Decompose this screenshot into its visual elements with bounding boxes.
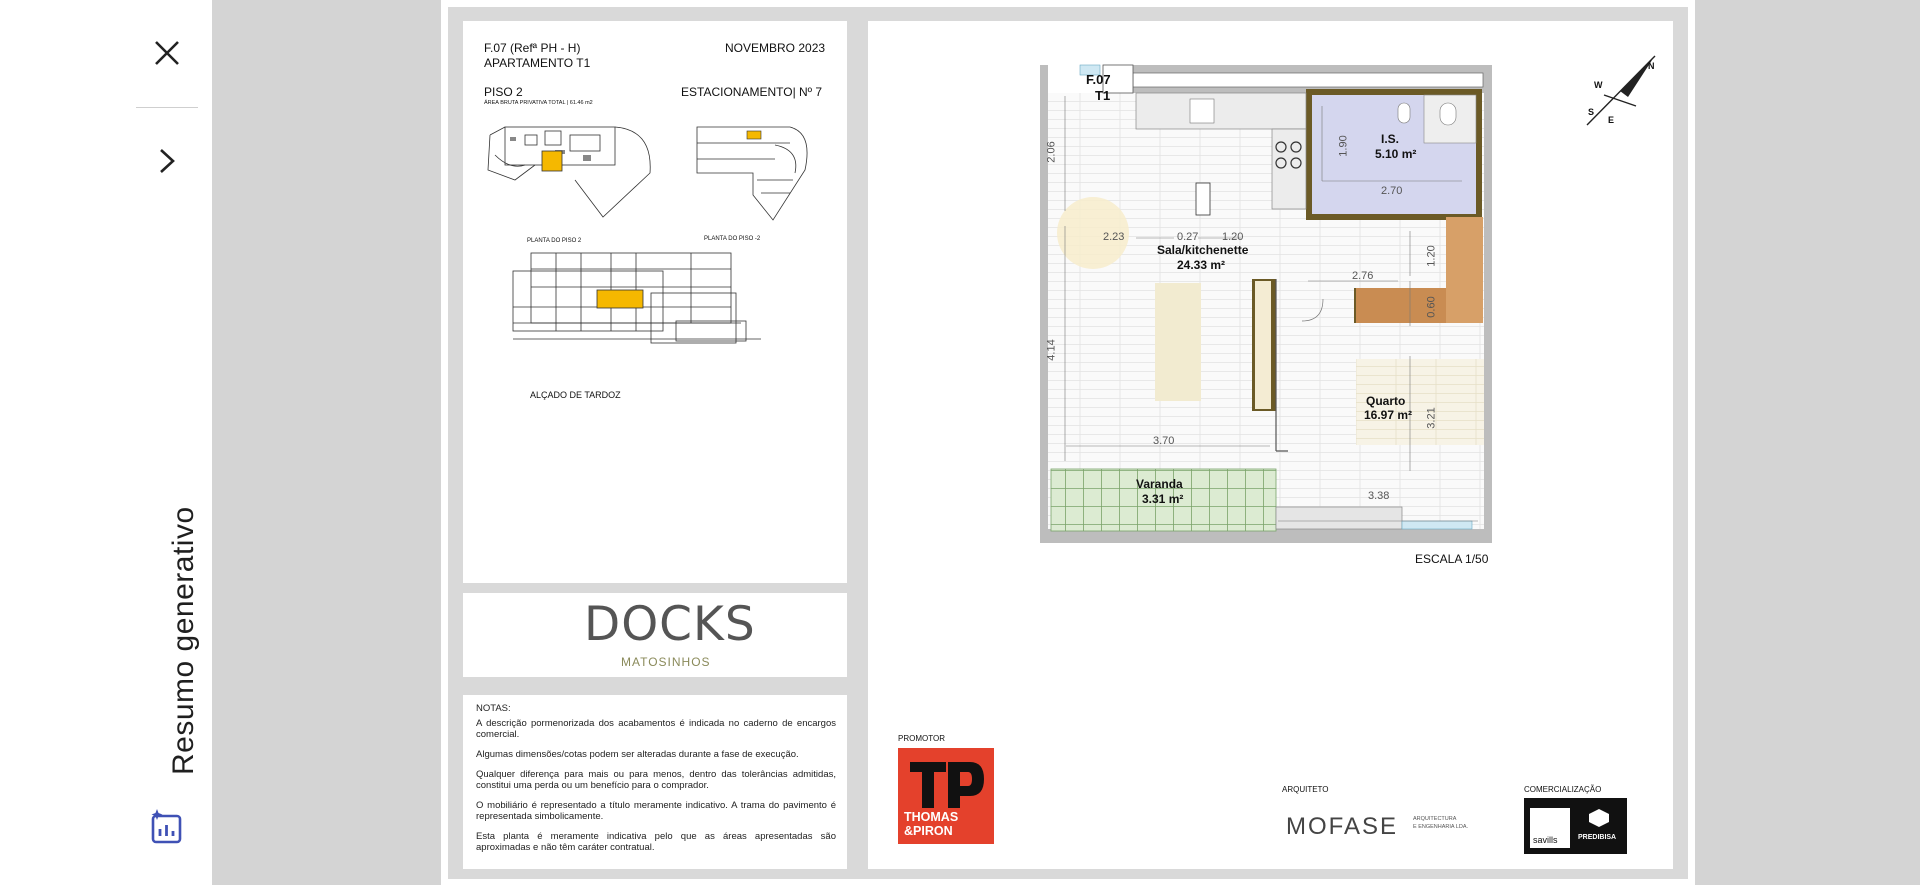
note-item: Esta planta é meramente indicativa pelo que as áreas apresentadas são aproximadas e não têm caráter contratual. [476,831,836,853]
dimension-label: 3.38 [1368,490,1390,502]
unit-type: APARTAMENTO T1 [484,56,591,70]
dimension-label: 3.21 [1425,407,1438,429]
plan-date: NOVEMBRO 2023 [725,41,826,55]
elevation-label: ALÇADO DE TARDOZ [530,390,621,400]
dimension-label: 2.23 [1103,231,1125,243]
compass-west: W [1594,80,1603,90]
architect-subtitle: ARQUITECTURA [1413,816,1457,822]
room-name: Sala/kitchenette [1157,243,1249,257]
area-note: ÁREA BRUTA PRIVATIVA TOTAL | 61.46 m2 [484,100,593,106]
compass-south: S [1588,107,1595,117]
compass-north: N [1648,61,1655,71]
parking-label: ESTACIONAMENTO| Nº 7 [681,85,823,99]
promoter-label: PROMOTOR [898,734,945,743]
room-name: Varanda [1136,477,1183,491]
generative-summary-label[interactable]: Resumo generativo [167,506,200,775]
unit-number: F.07 [1086,72,1111,87]
plan-scale: ESCALA 1/50 [1415,552,1489,566]
dimension-label: 3.70 [1153,435,1175,447]
room-name: I.S. [1381,132,1400,146]
dimension-label: 0.60 [1425,296,1438,318]
note-item: A descrição pormenorizada dos acabamentos é indicada no caderno de encargos comercial. [476,718,836,740]
floor-plan-sheet [448,7,1688,879]
dimension-label: 2.76 [1352,270,1374,282]
promoter-logo-text: THOMAS [904,810,959,824]
floor-minus-2-label: PLANTA DO PISO -2 [704,236,761,242]
predibisa-logo-text: PREDIBISA [1578,834,1617,841]
room-name: Quarto [1366,394,1406,408]
savills-logo-text: savills [1533,835,1558,845]
plan-panel [868,21,1673,869]
architect-subtitle: E ENGENHARIA LDA. [1413,824,1469,830]
notes-panel [463,695,847,869]
info-panel [463,21,847,583]
note-item: Algumas dimensões/cotas podem ser alteradas durante a fase de execução. [476,749,799,760]
predibisa-logo-icon [1588,808,1610,828]
dimension-label: 1.90 [1337,135,1350,157]
compass-east: E [1608,115,1615,125]
note-item: Qualquer diferença para mais ou para menos, dentro das tolerâncias admitidas, constitui uma perda ou um benefício para o comprador. [476,769,836,791]
room-area: 24.33 m² [1177,258,1226,272]
sales-label: COMERCIALIZAÇÃO [1524,785,1602,794]
note-item: O mobiliário é representado a título meramente indicativo. A trama do pavimento é representada simbolicamente. [476,800,836,822]
notes-title: NOTAS: [476,703,511,714]
floor-minus-2-key-plan [695,125,815,225]
next-button[interactable] [140,134,194,188]
rear-elevation-drawing [501,251,821,371]
dimension-label: 0.27 [1177,231,1199,243]
dimension-label: 1.20 [1425,245,1438,267]
promoter-logo-text: &PIRON [904,824,953,838]
generative-summary-button[interactable] [148,808,186,846]
unit-type-label: T1 [1095,88,1111,103]
dimension-label: 2.70 [1381,185,1403,197]
architect-logo: MOFASE [1286,813,1399,840]
dimension-label: 4.14 [1045,339,1058,361]
room-area: 3.31 m² [1142,492,1184,506]
sparkle-chart-icon [148,808,186,846]
sidebar-divider [136,107,198,108]
sales-logos [1524,798,1627,854]
architect-label: ARQUITETO [1282,785,1329,794]
floor-2-label: PLANTA DO PISO 2 [527,238,582,244]
docks-logo-subtitle: MATOSINHOS [621,655,711,669]
floor-label: PISO 2 [484,85,523,99]
room-area: 16.97 m² [1364,408,1413,422]
promoter-logo [898,748,994,844]
dimension-label: 2.06 [1045,141,1058,163]
docks-logo-panel [463,593,847,677]
unit-reference: F.07 (Refª PH - H) [484,41,581,55]
room-area: 5.10 m² [1375,147,1417,161]
apartment-floor-plan [868,21,1673,869]
close-button[interactable] [140,26,194,80]
floor-2-key-plan [485,125,655,225]
close-icon [153,39,181,67]
docks-logo-text: DOCKS [584,597,756,652]
chevron-right-icon [155,147,179,175]
viewer-sidebar [0,0,212,885]
dimension-label: 1.20 [1222,231,1244,243]
